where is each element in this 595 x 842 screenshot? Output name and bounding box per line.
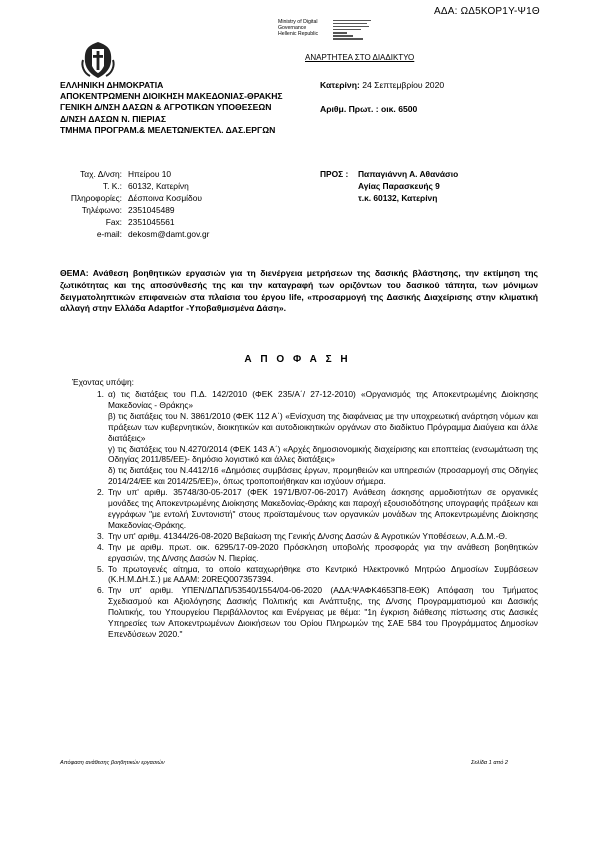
item-text: Την υπ' αριθμ. 41344/26-08-2020 Βεβαίωση της Γενικής Δ/νσης Δασών & Αγροτικών Υποθέσεων, Α.Δ.Μ.-Θ. — [108, 530, 508, 541]
contact-block — [60, 169, 209, 240]
item-text: Το πρωτογενές αίτημα, το οποίο καταχωρήθηκε στο Κεντρικό Ηλεκτρονικό Μητρώο Δημοσίων Συμβάσεων (Κ.Η.Μ.ΔΗ.Σ.) με ΑΔΑΜ: 20REQ007357394. — [108, 563, 538, 585]
list-item — [72, 542, 538, 564]
contact-label: Πληροφορίες: — [70, 192, 122, 203]
recipient-line: Παπαγιάννη Α. Αθανάσιο — [358, 169, 459, 179]
contact-label: Ταχ. Δ/νση: — [80, 169, 122, 179]
considerations-list — [72, 389, 538, 640]
item-text: Την με αριθμ. πρωτ. οικ. 6295/17-09-2020 Πρόσκληση υποβολής προσφοράς για την ανάθεση βοηθητικών εργασιών, της Δ/νσης Δασών Ν. Πιερίας. — [108, 541, 538, 563]
item-number: 6. — [97, 585, 104, 596]
contact-value: Δέσποινα Κοσμίδου — [128, 192, 202, 203]
digital-governance-stamp — [278, 20, 318, 37]
recipient-block — [320, 169, 458, 205]
ada-code: ΑΔΑ: ΩΔ5ΚΟΡ1Υ-Ψ1Θ — [434, 6, 540, 17]
footer-title: Απόφαση ανάθεσης βοηθητικών εργασιών — [60, 760, 165, 766]
list-item — [72, 531, 538, 542]
authority-header — [60, 80, 283, 136]
contact-label: Τηλέφωνο: — [81, 204, 122, 215]
item-number: 5. — [97, 563, 104, 574]
list-item — [72, 411, 538, 444]
item-text: Την υπ' αριθμ. ΥΠΕΝ/ΔΠΔΠ/53540/1554/04-06-2020 (ΑΔΑ:ΨΑΦΚ4653Π8-ΕΘΚ) Απόφαση του Τμήματος Σχεδιασμού και Αξιολόγησης Δασικής Πολιτικής και Ανάπτυξης, της Δ/νσης Προγραμματισμού και Δασικής Πολιτικής, του Υπουργείου Περιβάλλοντος και Ενέργειας με θέμα: "1η έγκριση διάθεσης πίστωσης στις Δασικές Υπηρεσίες των Αποκεντρωμένων Διοικήσεων του Ορίου Πληρωμών της ΣΑΕ 584 του Προγράμματος Δημοσίων Επενδύσεων 2020." — [108, 585, 538, 639]
item-text: α) τις διατάξεις του Π.Δ. 142/2010 (ΦΕΚ 235/Α΄/ 27-12-2010) «Οργανισμός της Αποκεντρωμένης Διοίκησης Μακεδονίας - Θράκης» — [108, 389, 538, 410]
digital-signature-block — [333, 20, 373, 46]
item-number: 1. — [97, 389, 104, 399]
contact-value: Ηπείρου 10 — [128, 169, 172, 179]
place-label: Κατερίνη: — [320, 80, 360, 90]
list-item — [72, 585, 538, 640]
dg-line-1: Ministry of Digital — [278, 19, 318, 25]
dg-line-3: Hellenic Republic — [278, 30, 319, 37]
header-line: Δ/ΝΣΗ ΔΑΣΩΝ Ν. ΠΙΕΡΙΑΣ — [60, 113, 167, 124]
item-text: Την υπ' αριθμ. 35748/30-05-2017 (ΦΕΚ 1971/Β/07-06-2017) Ανάθεση άσκησης αρμοδιοτήτων σε οργανικές μονάδες της Αποκεντρωμένης Διοίκησης Μακεδονίας-Θράκης και παροχή εξουσιοδότησης υπογραφής πράξεων και εγγράφων "με εντολή Συντονιστή" στους προϊσταμένους των οργανικών μονάδων της Αποκεντρωμένης Διοίκησης Μακεδονίας-Θράκης. — [108, 487, 538, 530]
contact-email[interactable]: dekosm@damt.gov.gr — [128, 228, 210, 239]
contact-label: e-mail: — [96, 228, 122, 239]
header-line: ΓΕΝΙΚΗ Δ/ΝΣΗ ΔΑΣΩΝ & ΑΓΡΟΤΙΚΩΝ ΥΠΟΘΕΣΕΩΝ — [60, 102, 272, 113]
list-item — [72, 564, 538, 586]
item-text: β) τις διατάξεις του Ν. 3861/2010 (ΦΕΚ 112 Α΄) «Ενίσχυση της διαφάνειας με την υποχρεωτική ανάρτηση νόμων και πράξεων των κυβερνητικών, διοικητικών και αυτοδιοικητικών οργάνων στο διαδίκτυο Πρόγραμμα Διαύγεια και άλλε διατάξεις» — [108, 410, 538, 443]
item-number: 3. — [97, 530, 104, 541]
header-line: ΕΛΛΗΝΙΚΗ ΔΗΜΟΚΡΑΤΙΑ — [60, 80, 164, 90]
post-online-label: ΑΝΑΡΤΗΤΕΑ ΣΤΟ ΔΙΑΔΙΚΤΥΟ — [305, 53, 415, 62]
list-item — [72, 389, 538, 411]
contact-value: 2351045561 — [128, 216, 175, 227]
item-number: 2. — [97, 487, 104, 498]
decision-title: Α Π Ο Φ Α Σ Η — [244, 354, 351, 365]
subject-paragraph: ΘΕΜΑ: Ανάθεση βοηθητικών εργασιών για τη διενέργεια μετρήσεων της δασικής βλάστησης, την εκτίμηση της ζωτικότητας και της αποσύνθεσής της και την καταγραφή των οριζόντων του δασικού τάπητα, των μόνιμων δειγματοληπτικών επιφανειών στα πλαίσια του έργου life, «προσαρμογή της Δασικής Διαχείρισης στην κλιματική αλλαγή στην Ελλάδα Adaptfor -Υποβαθμισμένα Δάση». — [60, 268, 538, 314]
recipient-label: ΠΡΟΣ : — [320, 169, 349, 179]
list-item — [72, 444, 538, 466]
item-text: γ) τις διατάξεις του Ν.4270/2014 (ΦΕΚ 143 Α΄) «Αρχές δημοσιονομικής διαχείρισης και εποπτείας (ενσωμάτωση της Οδηγίας 2011/85/ΕΕ)- δημόσιο λογιστικό και άλλες διατάξεις» — [108, 443, 538, 465]
protocol-number — [320, 104, 417, 114]
item-number — [72, 465, 108, 487]
place-date — [320, 80, 444, 90]
header-line: ΑΠΟΚΕΝΤΡΩΜΕΝΗ ΔΙΟΙΚΗΣΗ ΜΑΚΕΔΟΝΙΑΣ-ΘΡΑΚΗΣ — [60, 91, 283, 102]
recipient-line: τ.κ. 60132, Κατερίνη — [358, 192, 438, 203]
item-text: δ) τις διατάξεις του Ν.4412/16 «Δημόσιες συμβάσεις έργων, προμηθειών και υπηρεσιών (προσαρμογή στις Οδηγίες 2014/24/ΕΕ και 2014/25/ΕΕ)», όπως τροποποιήθηκαν και ισχύουν σήμερα. — [108, 465, 538, 487]
header-line: ΤΜΗΜΑ ΠΡΟΓΡΑΜ.& ΜΕΛΕΤΩΝ/ΕΚΤΕΛ. ΔΑΣ.ΕΡΓΩΝ — [60, 124, 276, 135]
recipient-line: Αγίας Παρασκευής 9 — [358, 180, 440, 191]
contact-value: 2351045489 — [128, 204, 175, 215]
list-item — [72, 487, 538, 531]
list-item — [72, 465, 538, 487]
considering-label: Έχοντας υπόψη: — [72, 377, 134, 387]
contact-value: 60132, Κατερίνη — [128, 180, 189, 191]
date-value: 24 Σεπτεμβρίου 2020 — [362, 80, 445, 90]
item-number — [72, 444, 108, 466]
greek-emblem-icon — [78, 40, 118, 80]
protocol-label: Αριθμ. Πρωτ. : οικ. 6500 — [320, 104, 418, 114]
item-number — [72, 411, 108, 444]
item-number: 4. — [97, 541, 104, 552]
dg-line-2: Governance — [278, 24, 307, 31]
contact-label: Τ. Κ.: — [102, 180, 122, 191]
page-number: Σελίδα 1 από 2 — [471, 760, 509, 766]
contact-label: Fax: — [105, 216, 122, 227]
